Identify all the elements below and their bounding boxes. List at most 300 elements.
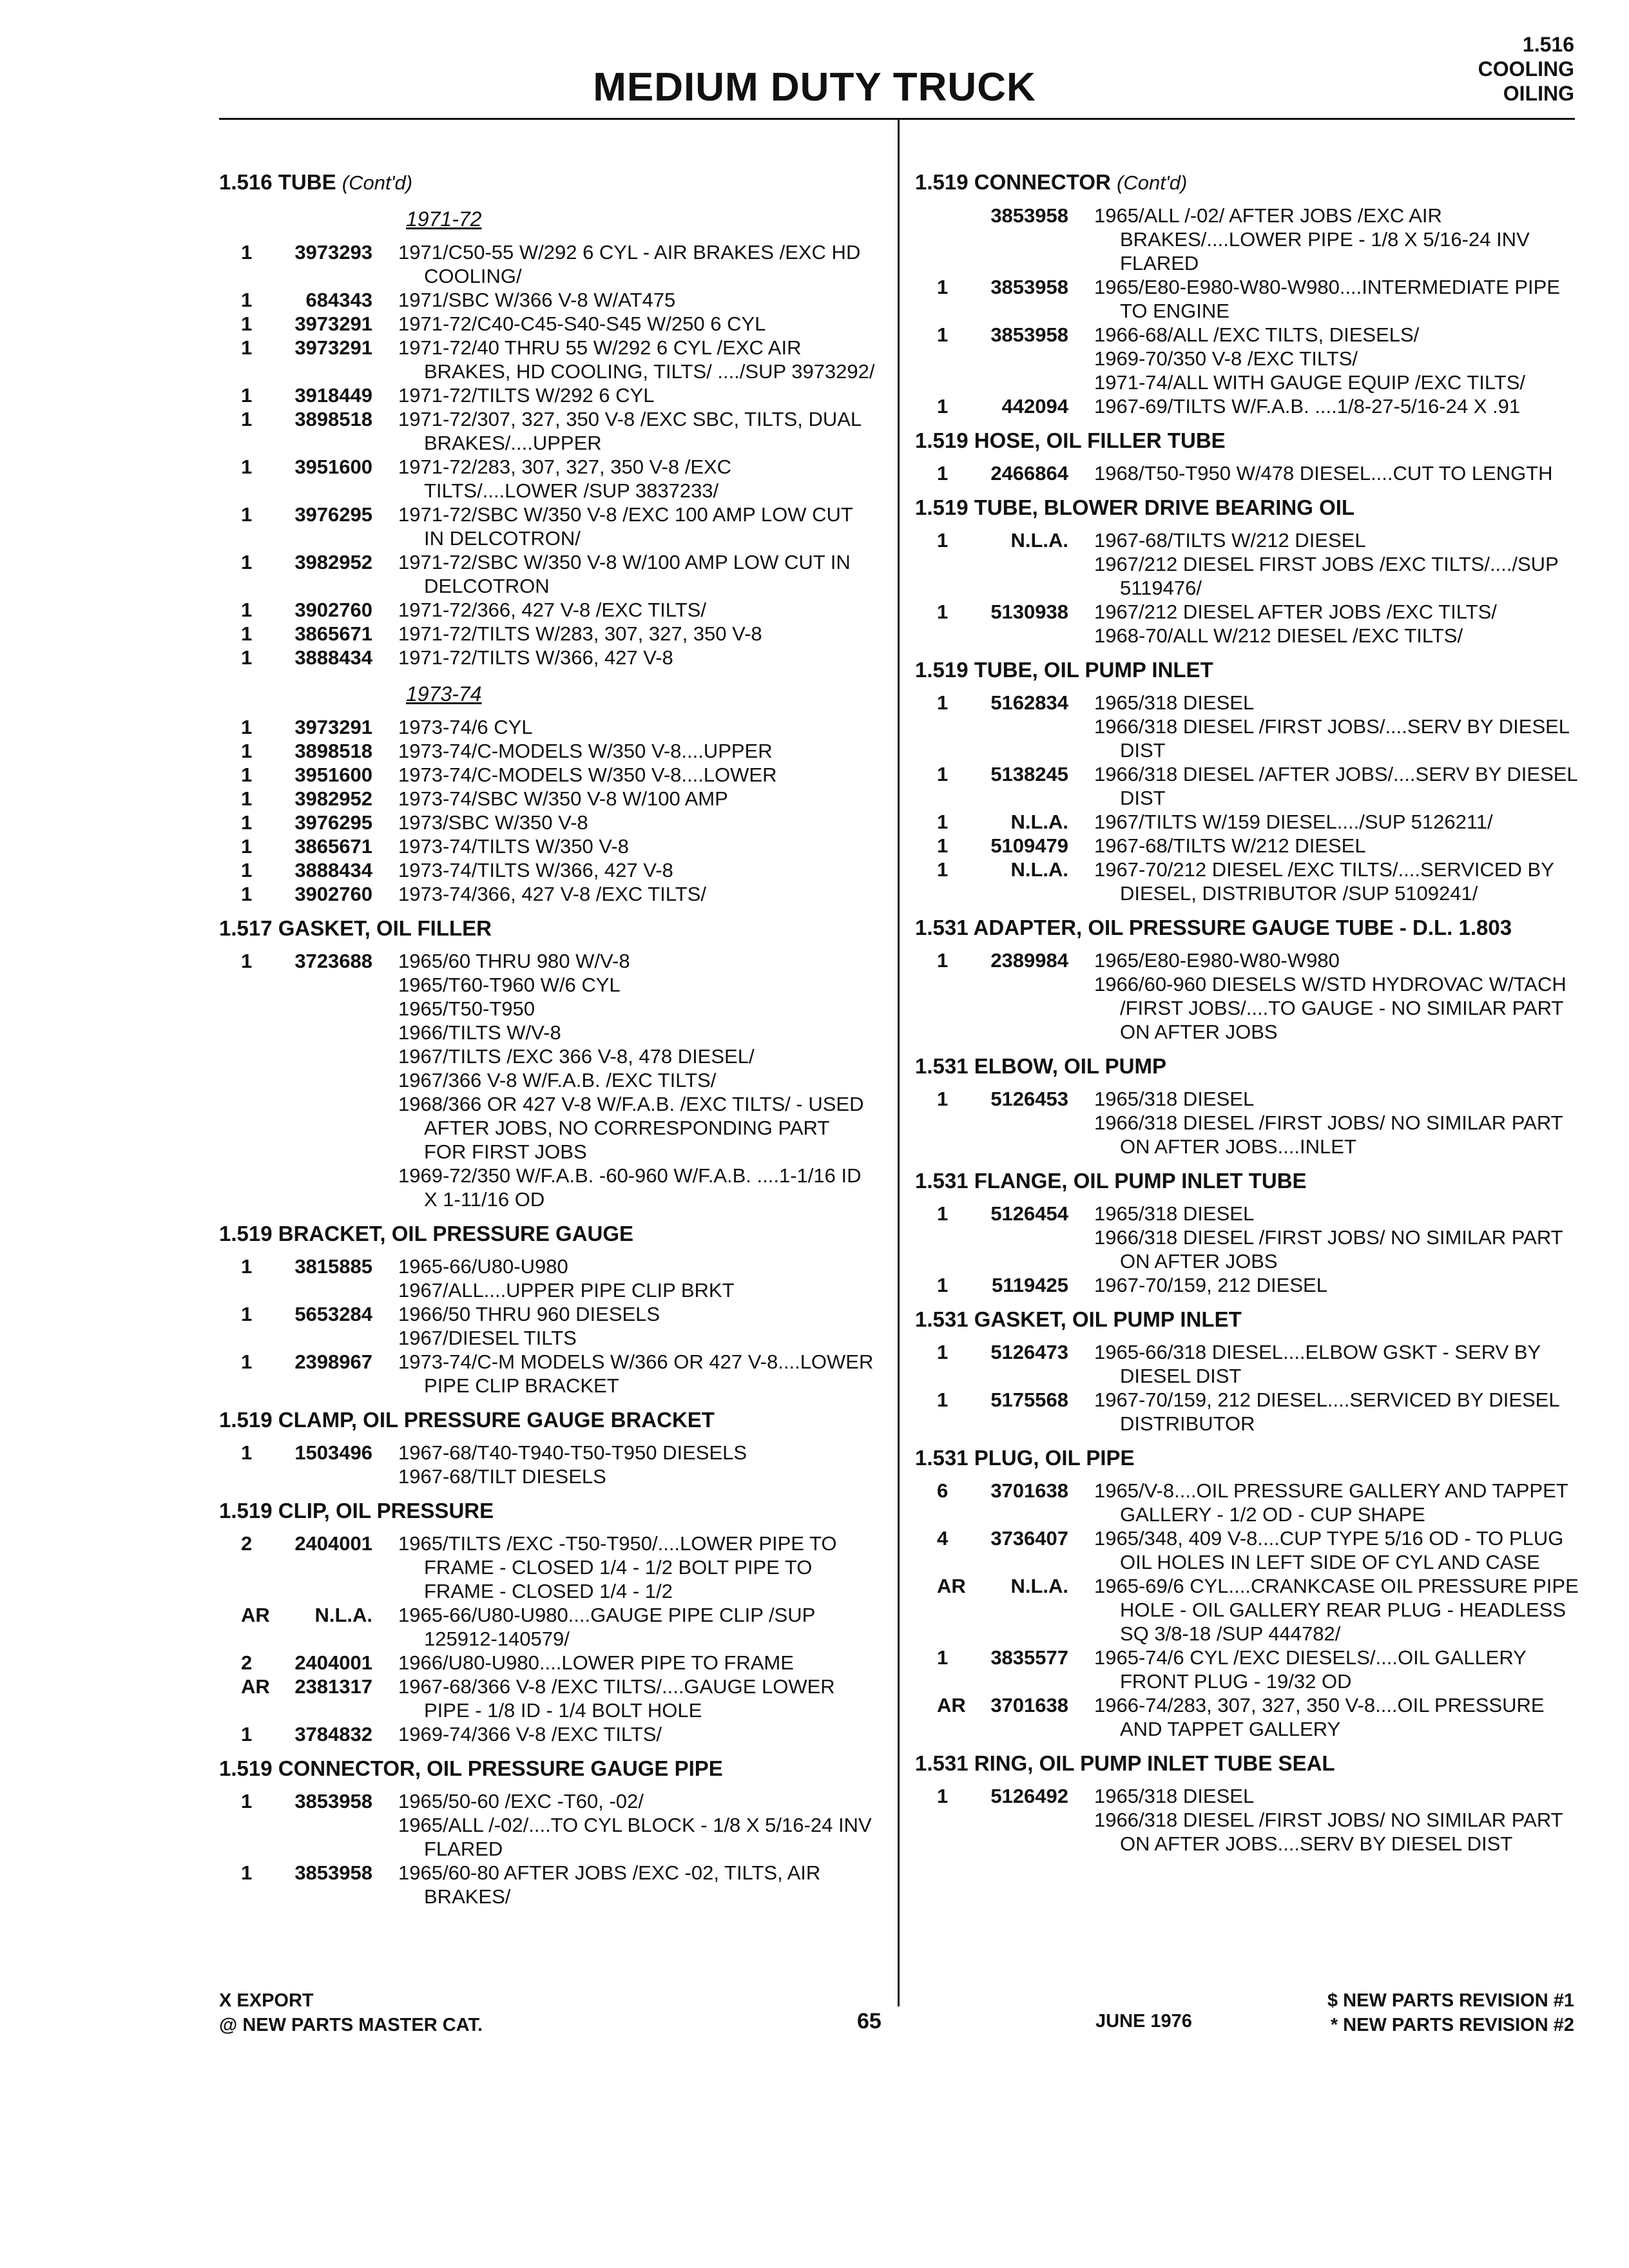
description-line: 1967-70/159, 212 DIESEL....SERVICED BY DIESEL DISTRIBUTOR xyxy=(1094,1389,1559,1435)
description-line: 1965/T50-T950 xyxy=(398,997,535,1020)
description-line: 1967-70/159, 212 DIESEL xyxy=(1094,1274,1327,1296)
quantity: 1 xyxy=(241,312,253,335)
part-entry xyxy=(915,810,1585,834)
description-line: 1973-74/C-MODELS W/350 V-8....LOWER xyxy=(398,764,777,786)
description-line: 1967/ALL....UPPER PIPE CLIP BRKT xyxy=(398,1279,735,1302)
part-entry xyxy=(219,312,876,336)
description-line: 1973-74/C-MODELS W/350 V-8....UPPER xyxy=(398,740,773,762)
quantity: 1 xyxy=(241,622,253,645)
part-number: 3723688 xyxy=(294,950,372,972)
quantity: AR xyxy=(937,1694,966,1716)
part-entry xyxy=(915,834,1585,858)
quantity: 1 xyxy=(241,1723,253,1745)
description-line: 1966/50 THRU 960 DIESELS xyxy=(398,1303,660,1325)
part-description xyxy=(372,598,876,622)
part-number: 3982952 xyxy=(294,551,372,573)
part-description xyxy=(372,1603,876,1651)
quantity: 1 xyxy=(937,834,949,857)
part-number: 3853958 xyxy=(294,1861,372,1884)
description-line: 1965/E80-E980-W80-W980....INTERMEDIATE PIPE TO ENGINE xyxy=(1094,276,1561,322)
description-line: 1967-69/TILTS W/F.A.B. ....1/8-27-5/16-24 X .91 xyxy=(1094,395,1521,418)
legend-export: X EXPORT xyxy=(219,1990,314,2011)
quantity: 1 xyxy=(937,601,949,623)
quantity: 1 xyxy=(937,1202,949,1225)
description-line: 1966/318 DIESEL /FIRST JOBS/ NO SIMILAR PART ON AFTER JOBS....SERV BY DIESEL DIST xyxy=(1094,1809,1563,1855)
continued-label: (Cont'd) xyxy=(342,171,413,194)
description-line: 1965/E80-E980-W80-W980 xyxy=(1094,949,1340,972)
part-entry xyxy=(219,383,876,407)
header-rule xyxy=(219,118,1575,120)
part-entry xyxy=(915,691,1585,762)
part-entry xyxy=(915,858,1585,905)
part-number: 2381317 xyxy=(294,1675,372,1698)
part-description xyxy=(1068,762,1585,810)
part-entry xyxy=(915,1273,1585,1297)
quantity: 1 xyxy=(241,503,253,526)
part-entry xyxy=(915,600,1585,648)
part-entry xyxy=(915,1388,1585,1436)
footer-legend xyxy=(219,1988,483,2037)
part-entry xyxy=(219,1675,876,1722)
description-line: 1969-70/350 V-8 /EXC TILTS/ xyxy=(1094,347,1358,370)
part-description xyxy=(372,622,876,646)
part-number: 3865671 xyxy=(294,622,372,645)
quantity: 1 xyxy=(241,646,253,669)
part-number: 3898518 xyxy=(294,408,372,430)
part-number: N.L.A. xyxy=(1010,811,1068,833)
part-number: 3973291 xyxy=(294,716,372,738)
part-description xyxy=(1068,1388,1585,1436)
part-entry xyxy=(219,1789,876,1861)
part-entry xyxy=(915,948,1585,1044)
part-entry xyxy=(219,787,876,811)
quantity: 1 xyxy=(937,949,949,972)
left-column xyxy=(219,160,876,1908)
part-number: 3853958 xyxy=(990,204,1068,227)
description-line: 1966/318 DIESEL /FIRST JOBS/....SERV BY DIESEL DIST xyxy=(1094,715,1569,762)
part-description xyxy=(1068,834,1585,858)
part-description xyxy=(372,240,876,288)
quantity: AR xyxy=(241,1604,270,1626)
part-number: 3853958 xyxy=(990,276,1068,298)
part-entry xyxy=(219,503,876,550)
description-line: 1966/318 DIESEL /FIRST JOBS/ NO SIMILAR PART ON AFTER JOBS....INLET xyxy=(1094,1111,1563,1158)
part-number: 5653284 xyxy=(294,1303,372,1325)
part-entry xyxy=(219,1441,876,1488)
part-number: 2404001 xyxy=(294,1532,372,1555)
part-entry xyxy=(915,1574,1585,1646)
section-heading xyxy=(219,1222,876,1245)
description-line: 1967/DIESEL TILTS xyxy=(398,1327,577,1349)
description-line: 1965-66/U80-U980....GAUGE PIPE CLIP /SUP 125912-140579/ xyxy=(398,1604,815,1650)
part-description xyxy=(372,787,876,811)
part-entry xyxy=(219,1532,876,1603)
part-number: 3973291 xyxy=(294,312,372,335)
part-description xyxy=(372,550,876,598)
part-description xyxy=(372,834,876,858)
quantity: 1 xyxy=(241,716,253,738)
part-description xyxy=(372,288,876,312)
description-line: 1967/TILTS W/159 DIESEL..../SUP 5126211/ xyxy=(1094,811,1493,833)
part-number: 3701638 xyxy=(990,1479,1068,1502)
part-entry xyxy=(219,622,876,646)
part-entry xyxy=(219,715,876,739)
part-number: 5175568 xyxy=(990,1389,1068,1411)
description-line: 1965/TILTS /EXC -T50-T950/....LOWER PIPE TO FRAME - CLOSED 1/4 - 1/2 BOLT PIPE TO FRAME - CLOSED 1/4 - 1/2 xyxy=(398,1532,837,1602)
footer-revisions xyxy=(1327,1988,1574,2037)
column-divider xyxy=(898,120,900,2006)
page-title: MEDIUM DUTY TRUCK xyxy=(593,65,1036,110)
part-number: 5130938 xyxy=(990,601,1068,623)
description-line: 1971-72/SBC W/350 V-8 W/100 AMP LOW CUT IN DELCOTRON xyxy=(398,551,851,597)
quantity: 1 xyxy=(241,408,253,430)
part-description xyxy=(1068,600,1585,648)
quantity: 1 xyxy=(937,1274,949,1296)
quantity: 1 xyxy=(241,835,253,858)
quantity: 1 xyxy=(937,395,949,418)
quantity: 4 xyxy=(937,1527,949,1550)
section-title: 1.531 ELBOW, OIL PUMP xyxy=(915,1054,1166,1078)
section-heading xyxy=(915,495,1585,519)
quantity: 1 xyxy=(937,1389,949,1411)
part-entry xyxy=(915,1526,1585,1574)
part-entry xyxy=(219,763,876,787)
part-number: N.L.A. xyxy=(1010,858,1068,881)
description-line: 1973-74/TILTS W/350 V-8 xyxy=(398,835,629,858)
part-entry xyxy=(915,1784,1585,1856)
part-description xyxy=(372,503,876,550)
section-heading xyxy=(219,1408,876,1432)
section-heading xyxy=(915,658,1585,682)
section-heading xyxy=(219,170,876,195)
description-line: 1967-68/TILTS W/212 DIESEL xyxy=(1094,834,1366,857)
part-entry xyxy=(219,811,876,834)
year-range-heading: 1973-74 xyxy=(406,682,482,706)
part-entry xyxy=(219,646,876,669)
part-description xyxy=(1068,691,1585,762)
part-description xyxy=(1068,1574,1585,1646)
part-number: 3973293 xyxy=(294,241,372,264)
section-heading xyxy=(915,1751,1585,1775)
description-line: 1965/348, 409 V-8....CUP TYPE 5/16 OD - TO PLUG OIL HOLES IN LEFT SIDE OF CYL AND CASE xyxy=(1094,1527,1564,1573)
quantity: 1 xyxy=(241,1303,253,1325)
quantity: 1 xyxy=(937,462,949,485)
part-number: 3888434 xyxy=(294,646,372,669)
description-line: 1971-72/TILTS W/366, 427 V-8 xyxy=(398,646,673,669)
section-title: 1.531 GASKET, OIL PUMP INLET xyxy=(915,1307,1242,1331)
part-description xyxy=(372,646,876,669)
part-entry xyxy=(219,739,876,763)
quantity: 1 xyxy=(241,241,253,264)
part-description xyxy=(1068,810,1585,834)
part-number: 3701638 xyxy=(990,1694,1068,1716)
part-number: 3853958 xyxy=(294,1790,372,1812)
description-line: 1968-70/ALL W/212 DIESEL /EXC TILTS/ xyxy=(1094,624,1463,647)
part-number: 5162834 xyxy=(990,691,1068,714)
legend-master-cat: @ NEW PARTS MASTER CAT. xyxy=(219,2015,483,2035)
quantity: AR xyxy=(937,1575,966,1597)
quantity: 1 xyxy=(241,1350,253,1373)
revision-2: * NEW PARTS REVISION #2 xyxy=(1330,2015,1574,2035)
part-number: 5109479 xyxy=(990,834,1068,857)
part-description xyxy=(1068,948,1585,1044)
quantity: 1 xyxy=(241,551,253,573)
part-description xyxy=(1068,1693,1585,1741)
quantity: 1 xyxy=(937,811,949,833)
part-entry xyxy=(219,1302,876,1350)
part-entry xyxy=(915,204,1585,275)
description-line: 1967-68/T40-T940-T50-T950 DIESELS xyxy=(398,1441,747,1464)
section-heading xyxy=(219,916,876,940)
part-number: 3865671 xyxy=(294,835,372,858)
topic-cooling: COOLING xyxy=(1478,57,1574,81)
section-title: 1.519 CONNECTOR, OIL PRESSURE GAUGE PIPE xyxy=(219,1756,723,1780)
description-line: 1967/212 DIESEL AFTER JOBS /EXC TILTS/ xyxy=(1094,601,1497,623)
description-line: 1965-74/6 CYL /EXC DIESELS/....OIL GALLERY FRONT PLUG - 19/32 OD xyxy=(1094,1646,1527,1693)
quantity: 1 xyxy=(241,384,253,407)
section-header xyxy=(1478,32,1574,106)
quantity: 1 xyxy=(937,1646,949,1669)
part-number: N.L.A. xyxy=(314,1604,372,1626)
quantity: 1 xyxy=(241,811,253,834)
part-description xyxy=(372,383,876,407)
part-number: 3902760 xyxy=(294,599,372,621)
quantity: 1 xyxy=(937,276,949,298)
part-entry xyxy=(915,1479,1585,1526)
part-entry xyxy=(915,461,1585,485)
part-description xyxy=(372,811,876,834)
description-line: 1971-74/ALL WITH GAUGE EQUIP /EXC TILTS/ xyxy=(1094,371,1526,394)
part-description xyxy=(1068,1087,1585,1158)
part-description xyxy=(1068,528,1585,600)
part-entry xyxy=(219,858,876,882)
part-entry xyxy=(915,323,1585,394)
part-number: 3835577 xyxy=(990,1646,1068,1669)
section-title: 1.519 HOSE, OIL FILLER TUBE xyxy=(915,428,1226,452)
description-line: 1971-72/40 THRU 55 W/292 6 CYL /EXC AIR BRAKES, HD COOLING, TILTS/ ..../SUP 3973292/ xyxy=(398,336,875,383)
part-description xyxy=(1068,1340,1585,1388)
part-description xyxy=(372,1861,876,1908)
part-entry xyxy=(219,834,876,858)
section-heading xyxy=(219,1499,876,1523)
part-number: 3982952 xyxy=(294,787,372,810)
right-column xyxy=(915,160,1585,1856)
quantity: 1 xyxy=(241,1441,253,1464)
part-number: 1503496 xyxy=(294,1441,372,1464)
quantity: 1 xyxy=(937,858,949,881)
part-entry xyxy=(915,1202,1585,1273)
section-heading xyxy=(915,428,1585,452)
section-heading xyxy=(915,916,1585,939)
quantity: 2 xyxy=(241,1532,253,1555)
part-description xyxy=(1068,1479,1585,1526)
description-line: 1965/ALL /-02/ AFTER JOBS /EXC AIR BRAKES/....LOWER PIPE - 1/8 X 5/16-24 INV FLARED xyxy=(1094,204,1530,274)
section-title: 1.519 CLAMP, OIL PRESSURE GAUGE BRACKET xyxy=(219,1408,715,1432)
part-number: 3973291 xyxy=(294,336,372,359)
part-description xyxy=(372,455,876,503)
section-heading xyxy=(915,1054,1585,1078)
section-title: 1.519 CLIP, OIL PRESSURE xyxy=(219,1499,494,1523)
description-line: 1967/TILTS /EXC 366 V-8, 478 DIESEL/ xyxy=(398,1045,755,1068)
part-number: 3951600 xyxy=(294,456,372,478)
part-description xyxy=(1068,204,1585,275)
section-heading xyxy=(915,170,1585,195)
continued-label: (Cont'd) xyxy=(1117,171,1188,194)
part-number: 5119425 xyxy=(992,1274,1068,1296)
section-heading xyxy=(915,1307,1585,1331)
part-description xyxy=(1068,323,1585,394)
part-number: 2466864 xyxy=(990,462,1068,485)
description-line: 1967/366 V-8 W/F.A.B. /EXC TILTS/ xyxy=(398,1069,717,1091)
description-line: 1966-68/ALL /EXC TILTS, DIESELS/ xyxy=(1094,323,1420,346)
part-number: 3951600 xyxy=(294,764,372,786)
part-description xyxy=(1068,858,1585,905)
part-entry xyxy=(219,407,876,455)
quantity: 1 xyxy=(241,289,253,311)
description-line: 1965/ALL /-02/....TO CYL BLOCK - 1/8 X 5/16-24 INV FLARED xyxy=(398,1814,872,1860)
section-title: 1.531 ADAPTER, OIL PRESSURE GAUGE TUBE - D.L. 1.803 xyxy=(915,916,1512,939)
quantity: 1 xyxy=(241,1790,253,1812)
section-title: 1.516 TUBE xyxy=(219,170,336,194)
quantity: 1 xyxy=(937,1341,949,1363)
part-number: 3784832 xyxy=(294,1723,372,1745)
description-line: 1968/366 OR 427 V-8 W/F.A.B. /EXC TILTS/ - USED AFTER JOBS, NO CORRESPONDING PART FOR FIRST JOBS xyxy=(398,1093,864,1163)
description-line: 1967-68/366 V-8 /EXC TILTS/....GAUGE LOWER PIPE - 1/8 ID - 1/4 BOLT HOLE xyxy=(398,1675,835,1722)
description-line: 1969-74/366 V-8 /EXC TILTS/ xyxy=(398,1723,662,1745)
publication-date: JUNE 1976 xyxy=(1095,2011,1192,2032)
part-description xyxy=(1068,461,1585,485)
quantity: 1 xyxy=(241,740,253,762)
part-description xyxy=(372,1532,876,1603)
part-description xyxy=(372,312,876,336)
quantity: 1 xyxy=(241,336,253,359)
part-entry xyxy=(219,1603,876,1651)
part-number: 3902760 xyxy=(294,883,372,905)
description-line: 1967-68/TILTS W/212 DIESEL xyxy=(1094,529,1366,552)
part-entry xyxy=(915,394,1585,418)
part-description xyxy=(1068,1646,1585,1693)
year-range-heading: 1971-72 xyxy=(406,207,482,231)
description-line: 1971/SBC W/366 V-8 W/AT475 xyxy=(398,289,676,311)
description-line: 1973/SBC W/350 V-8 xyxy=(398,811,588,834)
section-number: 1.516 xyxy=(1522,33,1574,56)
description-line: 1965/318 DIESEL xyxy=(1094,691,1255,714)
part-entry xyxy=(219,455,876,503)
description-line: 1971-72/307, 327, 350 V-8 /EXC SBC, TILTS, DUAL BRAKES/....UPPER xyxy=(398,408,861,454)
part-entry xyxy=(219,288,876,312)
description-line: 1966/318 DIESEL /AFTER JOBS/....SERV BY DIESEL DIST xyxy=(1094,763,1577,809)
quantity: 1 xyxy=(241,859,253,881)
section-heading xyxy=(219,1756,876,1780)
part-description xyxy=(372,949,876,1211)
section-title: 1.519 BRACKET, OIL PRESSURE GAUGE xyxy=(219,1222,634,1245)
part-description xyxy=(1068,275,1585,323)
part-description xyxy=(372,1651,876,1675)
part-number: 3815885 xyxy=(294,1255,372,1278)
page-number: 65 xyxy=(857,2009,882,2033)
revision-1: $ NEW PARTS REVISION #1 xyxy=(1327,1990,1574,2011)
part-description xyxy=(372,407,876,455)
quantity: 1 xyxy=(937,763,949,785)
description-line: 1966/60-960 DIESELS W/STD HYDROVAC W/TACH /FIRST JOBS/....TO GAUGE - NO SIMILAR PART ON AFTER JOBS xyxy=(1094,973,1566,1043)
part-entry xyxy=(219,550,876,598)
description-line: 1967-68/TILT DIESELS xyxy=(398,1465,606,1488)
quantity: 1 xyxy=(241,456,253,478)
part-description xyxy=(1068,1784,1585,1856)
quantity: 6 xyxy=(937,1479,949,1502)
quantity: 1 xyxy=(241,787,253,810)
quantity: 1 xyxy=(937,323,949,346)
section-title: 1.531 FLANGE, OIL PUMP INLET TUBE xyxy=(915,1169,1307,1193)
description-line: 1966-74/283, 307, 327, 350 V-8....OIL PRESSURE AND TAPPET GALLERY xyxy=(1094,1694,1545,1740)
part-number: 5126473 xyxy=(990,1341,1068,1363)
part-entry xyxy=(915,528,1585,600)
part-description xyxy=(1068,394,1585,418)
description-line: 1966/318 DIESEL /FIRST JOBS/ NO SIMILAR PART ON AFTER JOBS xyxy=(1094,1226,1563,1273)
part-number: 3888434 xyxy=(294,859,372,881)
part-entry xyxy=(219,598,876,622)
part-description xyxy=(372,1441,876,1488)
description-line: 1968/T50-T950 W/478 DIESEL....CUT TO LENGTH xyxy=(1094,462,1553,485)
part-entry xyxy=(915,1646,1585,1693)
part-description xyxy=(372,1722,876,1746)
part-description xyxy=(372,715,876,739)
section-title: 1.519 CONNECTOR xyxy=(915,170,1111,194)
description-line: 1967-70/212 DIESEL /EXC TILTS/....SERVICED BY DIESEL, DISTRIBUTOR /SUP 5109241/ xyxy=(1094,858,1554,905)
part-entry xyxy=(219,240,876,288)
description-line: 1965/50-60 /EXC -T60, -02/ xyxy=(398,1790,644,1812)
part-description xyxy=(372,1675,876,1722)
part-description xyxy=(1068,1273,1585,1297)
part-entry xyxy=(219,1722,876,1746)
section-title: 1.519 TUBE, BLOWER DRIVE BEARING OIL xyxy=(915,495,1355,519)
part-number: N.L.A. xyxy=(1010,529,1068,552)
part-number: 3976295 xyxy=(294,811,372,834)
part-number: 3898518 xyxy=(294,740,372,762)
part-number: 5126453 xyxy=(990,1088,1068,1110)
description-line: 1971-72/TILTS W/283, 307, 327, 350 V-8 xyxy=(398,622,762,645)
part-number: N.L.A. xyxy=(1010,1575,1068,1597)
description-line: 1971-72/TILTS W/292 6 CYL xyxy=(398,384,655,407)
quantity: 1 xyxy=(937,1088,949,1110)
description-line: 1965/318 DIESEL xyxy=(1094,1088,1255,1110)
description-line: 1965/V-8....OIL PRESSURE GALLERY AND TAPPET GALLERY - 1/2 OD - CUP SHAPE xyxy=(1094,1479,1568,1526)
part-entry xyxy=(219,1651,876,1675)
description-line: 1973-74/C-M MODELS W/366 OR 427 V-8....LOWER PIPE CLIP BRACKET xyxy=(398,1350,874,1397)
description-line: 1965-69/6 CYL....CRANKCASE OIL PRESSURE PIPE HOLE - OIL GALLERY REAR PLUG - HEADLESS SQ 3/8-18 /SUP 444782/ xyxy=(1094,1575,1579,1645)
quantity: 2 xyxy=(241,1651,253,1674)
part-description xyxy=(372,1789,876,1861)
part-description xyxy=(372,1302,876,1350)
part-entry xyxy=(915,1693,1585,1741)
quantity: 1 xyxy=(241,599,253,621)
section-heading xyxy=(915,1169,1585,1193)
part-number: 3976295 xyxy=(294,503,372,526)
part-entry xyxy=(219,1861,876,1908)
part-number: 2404001 xyxy=(294,1651,372,1674)
part-description xyxy=(372,739,876,763)
quantity: 1 xyxy=(937,691,949,714)
description-line: 1971-72/283, 307, 327, 350 V-8 /EXC TILTS/....LOWER /SUP 3837233/ xyxy=(398,456,732,502)
part-entry xyxy=(915,275,1585,323)
description-line: 1965/60-80 AFTER JOBS /EXC -02, TILTS, AIR BRAKES/ xyxy=(398,1861,821,1908)
part-entry xyxy=(219,949,876,1211)
description-line: 1965-66/U80-U980 xyxy=(398,1255,568,1278)
section-title: 1.517 GASKET, OIL FILLER xyxy=(219,916,492,940)
part-entry xyxy=(219,882,876,906)
description-line: 1973-74/366, 427 V-8 /EXC TILTS/ xyxy=(398,883,706,905)
quantity: 1 xyxy=(241,950,253,972)
